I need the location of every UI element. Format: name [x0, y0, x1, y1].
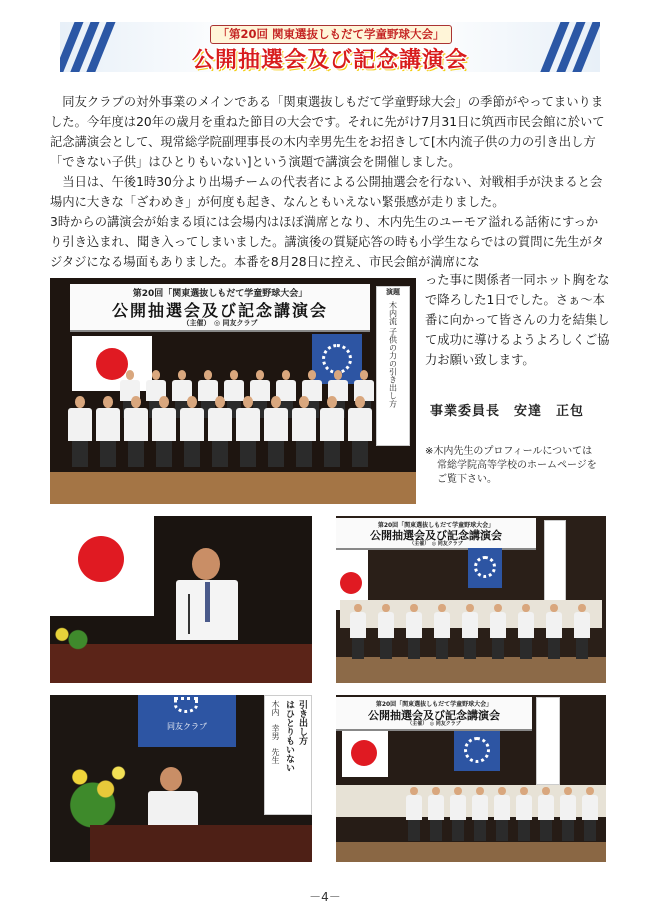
photo-person	[406, 787, 422, 847]
photo-group-vbanner-text: 木内流 子供の力の引き出し方	[388, 301, 398, 408]
photo-person	[208, 396, 232, 474]
photo-group-banner-main: 公開抽選会及び記念講演会	[111, 301, 328, 320]
photo-person	[546, 604, 562, 666]
article-continuation: った事に関係者一同ホット胸をなで降ろした1日でした。さぁ～本番に向かって皆さんの力を結集して成功に導けるようよろしくご協力お願い致します。	[425, 273, 610, 367]
banner-title: 公開抽選会及び記念講演会	[191, 48, 468, 72]
photo-person	[560, 787, 576, 847]
photo-person	[516, 787, 532, 847]
photo-lecture-2-vbanner-text: はひとりもいない	[284, 700, 294, 772]
article-body	[50, 92, 605, 272]
paragraph-3: 3時からの講演会が始まる頃には会場内はほぼ満席となり、木内先生のユーモア溢れる話術にすっかり引き込まれ、聞き入ってしまいました。講演後の質疑応答の時も小学生ならではの質問に先生がタジタジになる場面もありました。本番を8月28日に控え、市民会館が満席にな	[50, 215, 604, 269]
photo-person	[462, 604, 478, 666]
photo-lecture-2-vertical-banner	[264, 695, 312, 815]
photo-person	[292, 396, 316, 474]
paragraph-1: 同友クラブの対外事業のメインである「関東選抜しもだて学童野球大会」の季節がやってまいりました。今年度は20年の歳月を重ねた節目の大会です。それに先がけ7月31日に筑西市民会館に於いて記念講演会として、現常総学院副理事長の木内幸男先生をお招きして[木内流子供の力の引き出し方「できない子供」はひとりもいない]という演題で講演会を開催しました。	[50, 95, 605, 169]
photo-lecture-2-vbanner-title: 引き出し方	[297, 700, 307, 745]
photo-lottery-2	[336, 695, 606, 862]
photo-lottery-1-blue-flag	[468, 548, 502, 588]
photo-lottery-2-banner-host: （主催） ◎ 同友クラブ	[407, 721, 461, 727]
signature: 事業委員長 安達 正包	[430, 404, 585, 419]
photo-lecture-2-podium	[90, 825, 312, 862]
photo-lottery-2-banner	[336, 697, 532, 731]
photo-lecture-2-club-label: 同友クラブ	[167, 722, 207, 731]
photo-lecture-2-vbanner-name: 木内 幸男 先生	[271, 700, 280, 764]
photo-group-banner	[70, 284, 370, 332]
photo-person	[494, 787, 510, 847]
photo-lottery-2-banner-sub: 第20回「関東選抜しもだて学童野球大会」	[375, 701, 493, 708]
photo-lecture-2-club-flag	[138, 695, 236, 747]
photo-person	[434, 604, 450, 666]
photo-person	[350, 604, 366, 666]
photo-group	[50, 278, 416, 504]
photo-person	[490, 604, 506, 666]
photo-lottery-1-banner-main: 公開抽選会及び記念講演会	[370, 529, 502, 542]
photo-lottery-1-banner-sub: 第20回「関東選抜しもだて学童野球大会」	[377, 522, 495, 529]
photo-person	[472, 787, 488, 847]
photo-group-flag	[72, 336, 152, 391]
photo-person	[518, 604, 534, 666]
photo-person	[406, 604, 422, 666]
photo-person	[574, 604, 590, 666]
photo-person	[124, 396, 148, 474]
photo-person	[96, 396, 120, 474]
photo-person	[264, 396, 288, 474]
photo-lecture-1	[50, 516, 312, 683]
photo-person	[582, 787, 598, 847]
photo-person	[320, 396, 344, 474]
page-number: －4－	[309, 890, 341, 904]
note-line-1: ※木内先生のプロフィールについては	[425, 446, 593, 457]
photo-person	[428, 787, 444, 847]
photo-person	[180, 396, 204, 474]
photo-person	[348, 396, 372, 474]
photo-lottery-2-flag	[342, 731, 388, 777]
photo-lecture-2	[50, 695, 312, 862]
photo-lecture-1-speaker	[170, 548, 250, 648]
photo-person	[68, 396, 92, 474]
photo-lecture-2-flowers	[54, 753, 140, 833]
note-line-2: 常総学院高等学校のホームページを	[437, 460, 597, 471]
photo-lecture-1-flag	[50, 516, 154, 616]
photo-person	[538, 787, 554, 847]
photo-person	[236, 396, 260, 474]
photo-lottery-1-banner	[336, 518, 536, 550]
photo-lottery-2-banner-main: 公開抽選会及び記念講演会	[368, 709, 500, 722]
photo-lottery-2-blue-flag	[454, 731, 500, 771]
photo-person	[378, 604, 394, 666]
photo-lottery-1	[336, 516, 606, 683]
photo-group-banner-sub: 第20回「関東選抜しもだて学童野球大会」	[132, 289, 308, 299]
header-banner	[60, 22, 600, 72]
photo-group-banner-host: （主催） ◎ 同友クラブ	[182, 319, 258, 327]
photo-person	[152, 396, 176, 474]
profile-note	[425, 445, 615, 487]
photo-lottery-1-banner-host: （主催） ◎ 同友クラブ	[409, 541, 463, 547]
banner-subtitle: 「第20回 関東選抜しもだて学童野球大会」	[210, 25, 452, 44]
photo-person	[450, 787, 466, 847]
paragraph-2: 当日は、午後1時30分より出場チームの代表者による公開抽選会を行ない、対戦相手が決まると会場内に大きな「ざわめき」が何度も起き、なんともいえない緊張感が走りました。	[50, 175, 603, 209]
photo-lecture-1-flowers	[50, 624, 90, 650]
note-line-3: ご覧下さい。	[437, 474, 497, 485]
photo-group-vbanner-title: 演題	[386, 288, 400, 296]
photo-group-vertical-banner	[376, 286, 410, 446]
photo-lecture-2-speaker	[146, 767, 206, 827]
